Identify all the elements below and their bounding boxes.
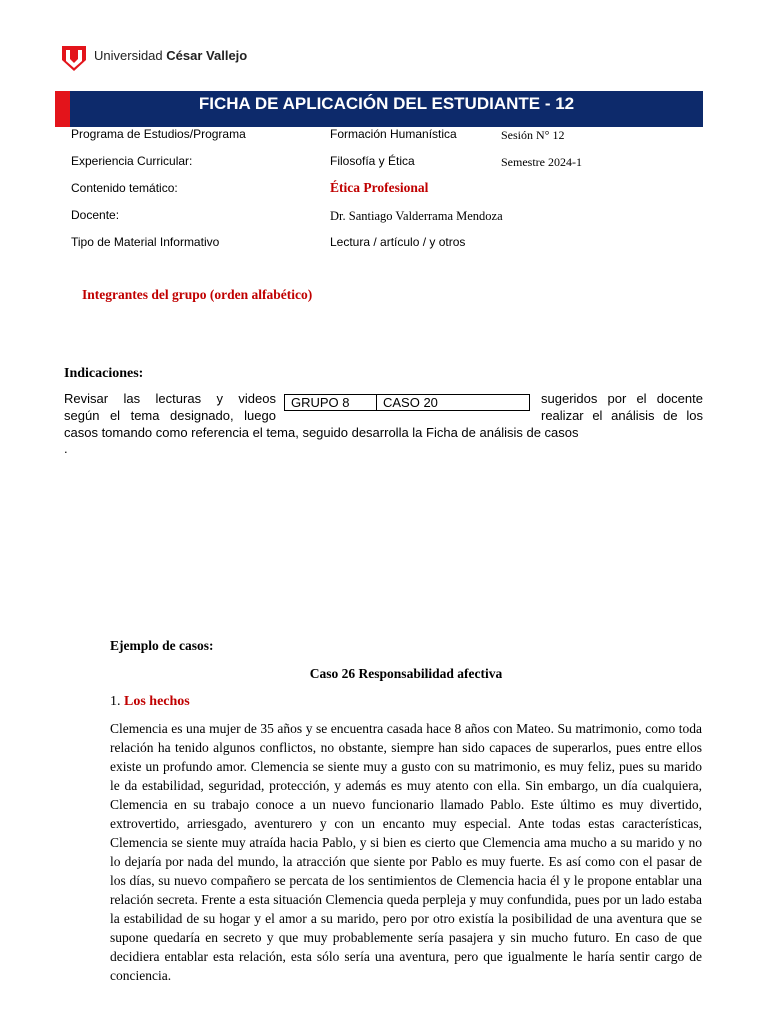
word: sugeridos (541, 391, 598, 406)
indicaciones-line4: . (64, 441, 68, 456)
word: videos (238, 391, 276, 406)
indicaciones-line3: casos tomando como referencia el tema, seguido desarrolla la Ficha de análisis de casos (64, 425, 579, 440)
indicaciones-line2-right (541, 408, 703, 423)
docente-value: Dr. Santiago Valderrama Mendoza (330, 209, 503, 223)
word: por (607, 391, 627, 406)
programa-value: Formación Humanística (330, 127, 457, 141)
university-logo (62, 44, 86, 72)
section-heading (110, 694, 190, 710)
university-name-regular: Universidad (94, 48, 163, 63)
word: de (663, 408, 678, 423)
university-name (94, 48, 247, 63)
university-name-bold: César Vallejo (166, 48, 248, 63)
grupo-caso-table (284, 394, 530, 411)
page-title: FICHA DE APLICACIÓN DEL ESTUDIANTE - 12 (198, 94, 575, 113)
tipo-label: Tipo de Material Informativo (71, 235, 220, 249)
word: el (109, 408, 121, 423)
contenido-value: Ética Profesional (330, 180, 429, 195)
word: luego (244, 408, 276, 423)
word: y (216, 391, 223, 406)
indicaciones-line1-left (64, 391, 276, 406)
case-title: Caso 26 Responsabilidad afectiva (309, 666, 503, 681)
word: lecturas (155, 391, 202, 406)
word: realizar (541, 408, 584, 423)
tipo-value: Lectura / artículo / y otros (330, 235, 466, 249)
experiencia-label: Experiencia Curricular: (71, 154, 193, 168)
contenido-label: Contenido temático: (71, 181, 178, 195)
title-band-accent (55, 91, 70, 127)
word: las (123, 391, 141, 406)
section-title: Los hechos (124, 694, 190, 709)
section-number: 1. (110, 694, 121, 709)
indicaciones-line2-left (64, 408, 276, 423)
example-heading: Ejemplo de casos: (110, 638, 214, 653)
indicaciones-line1-right (541, 391, 703, 406)
experiencia-value: Filosofía y Ética (330, 154, 415, 168)
word: análisis (611, 408, 655, 423)
grupo-cell: GRUPO 8 (285, 395, 377, 410)
caso-cell: CASO 20 (383, 395, 438, 410)
integrantes-heading: Integrantes del grupo (orden alfabético) (82, 287, 313, 302)
word: el (592, 408, 603, 423)
case-body: Clemencia es una mujer de 35 años y se encuentra casada hace 8 años con Mateo. Su matrimonio, como toda relación ha tenido algunos conflictos, no obstante, siempre han sido capaces de superarlos, pues entre ellos existe un profundo amor. Clemencia se siente muy a gusto con su matrimonio, es muy feliz, pues su marido le da estabilidad, seguridad, protección, y además es muy atento con ella. Sin embargo, un día cualquiera, Clemencia en su trabajo conoce a un nuevo funcionario llamado Pablo. Este último es muy divertido, extrovertido, arriesgado, aventurero y con un encanto muy especial. Ante todas estas características, Clemencia se siente muy atraída hacia Pablo, y si bien es cierto que Clemencia ama mucho a su marido y no lo dejaría por nada del mundo, la atracción que siente por Pablo es muy fuerte. Es así como con el pasar de los días, su nuevo compañero se percata de los sentimientos de Clemencia hacia él y le propone entablar una relación secreta. Frente a esta situación Clemencia queda perpleja y muy confundida, pues por un lado estaba la estabilidad de su hogar y el amor a su marido, pero por otro existía la posibilidad de una aventura que se supone quedaría en secreto y que muy probablemente sería pasajera y sin mucho futuro. En caso de que decidiera entablar esta relación, esta sólo sería una aventura, pero que igualmente le haría sentir cargo de conciencia. (110, 721, 702, 983)
word: el (636, 391, 647, 406)
word: según (64, 408, 100, 423)
semestre-value: Semestre 2024-1 (501, 155, 582, 169)
word: docente (656, 391, 703, 406)
programa-label: Programa de Estudios/Programa (71, 127, 246, 141)
word: Revisar (64, 391, 109, 406)
sesion-value: Sesión N° 12 (501, 128, 565, 142)
word: tema (130, 408, 160, 423)
indicaciones-title: Indicaciones: (64, 366, 144, 381)
word: designado, (170, 408, 234, 423)
docente-label: Docente: (71, 208, 120, 222)
word: los (686, 408, 703, 423)
